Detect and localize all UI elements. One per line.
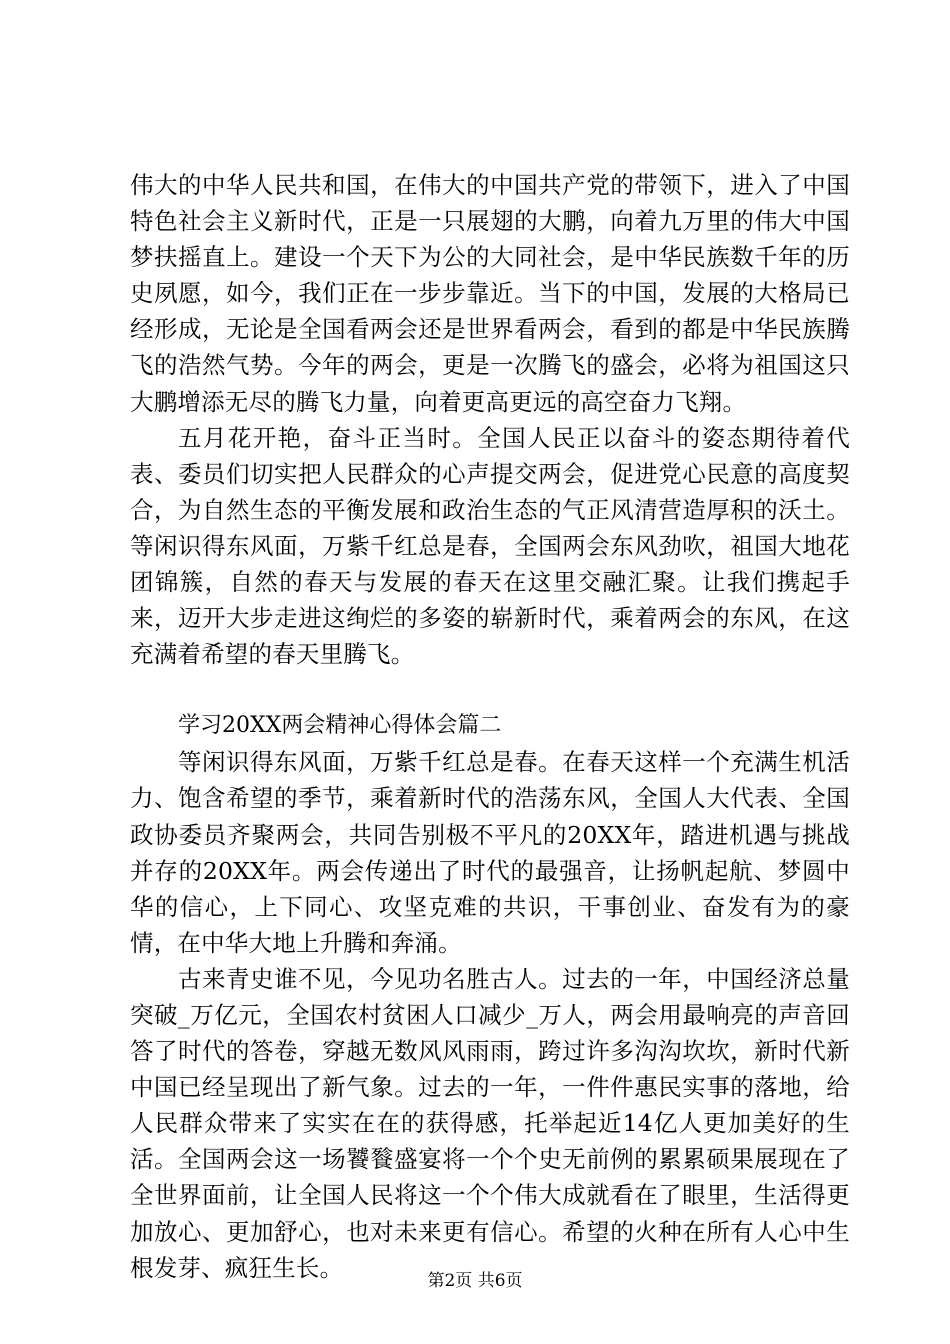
- section-heading: 学习20XX两会精神心得体会篇二: [178, 713, 502, 739]
- paragraph-spacer: [130, 672, 850, 708]
- page-number-footer: 第2页 共6页: [427, 1271, 523, 1291]
- document-body: [130, 167, 850, 1286]
- body-paragraph: 五月花开艳，奋斗正当时。全国人民正以奋斗的姿态期待着代表、委员们切实把人民群众的心声提交两会，促进党心民意的高度契合，为自然生态的平衡发展和政治生态的气正风清营造厚积的沃土。等闲识得东风面，万紫千红总是春，全国两会东风劲吹，祖国大地花团锦簇，自然的春天与发展的春天在这里交融汇聚。让我们携起手来，迈开大步走进这绚烂的多姿的崭新时代，乘着两会的东风，在这充满着希望的春天里腾飞。: [130, 423, 850, 669]
- body-paragraph: 伟大的中华人民共和国，在伟大的中国共产党的带领下，进入了中国特色社会主义新时代，正是一只展翅的大鹏，向着九万里的伟大中国梦扶摇直上。建设一个天下为公的大同社会，是中华民族数千年的历史夙愿，如今，我们正在一步步靠近。当下的中国，发展的大格局已经形成，无论是全国看两会还是世界看两会，看到的都是中华民族腾飞的浩然气势。今年的两会，更是一次腾飞的盛会，必将为祖国这只大鹏增添无尽的腾飞力量，向着更高更远的高空奋力飞翔。: [130, 171, 850, 416]
- body-paragraph: 等闲识得东风面，万紫千红总是春。在春天这样一个充满生机活力、饱含希望的季节，乘着新时代的浩荡东风，全国人大代表、全国政协委员齐聚两会，共同告别极不平凡的20XX年，踏进机遇与挑战并存的20XX年。两会传递出了时代的最强音，让扬帆起航、梦圆中华的信心，上下同心、攻坚克难的共识，干事创业、奋发有为的豪情，在中华大地上升腾和奔涌。: [130, 748, 850, 957]
- body-paragraph: 古来青史谁不见，今见功名胜古人。过去的一年，中国经济总量突破_万亿元，全国农村贫困人口减少_万人，两会用最响亮的声音回答了时代的答卷，穿越无数风风雨雨，跨过许多沟沟坎坎，新时代新中国已经呈现出了新气象。过去的一年，一件件惠民实事的落地，给人民群众带来了实实在在的获得感，托举起近14亿人更加美好的生活。全国两会这一场饕餮盛宴将一个个史无前例的累累硕果展现在了全世界面前，让全国人民将这一个个伟大成就看在了眼里，生活得更加放心、更加舒心，也对未来更有信心。希望的火种在所有人心中生根发芽、疯狂生长。: [130, 964, 850, 1282]
